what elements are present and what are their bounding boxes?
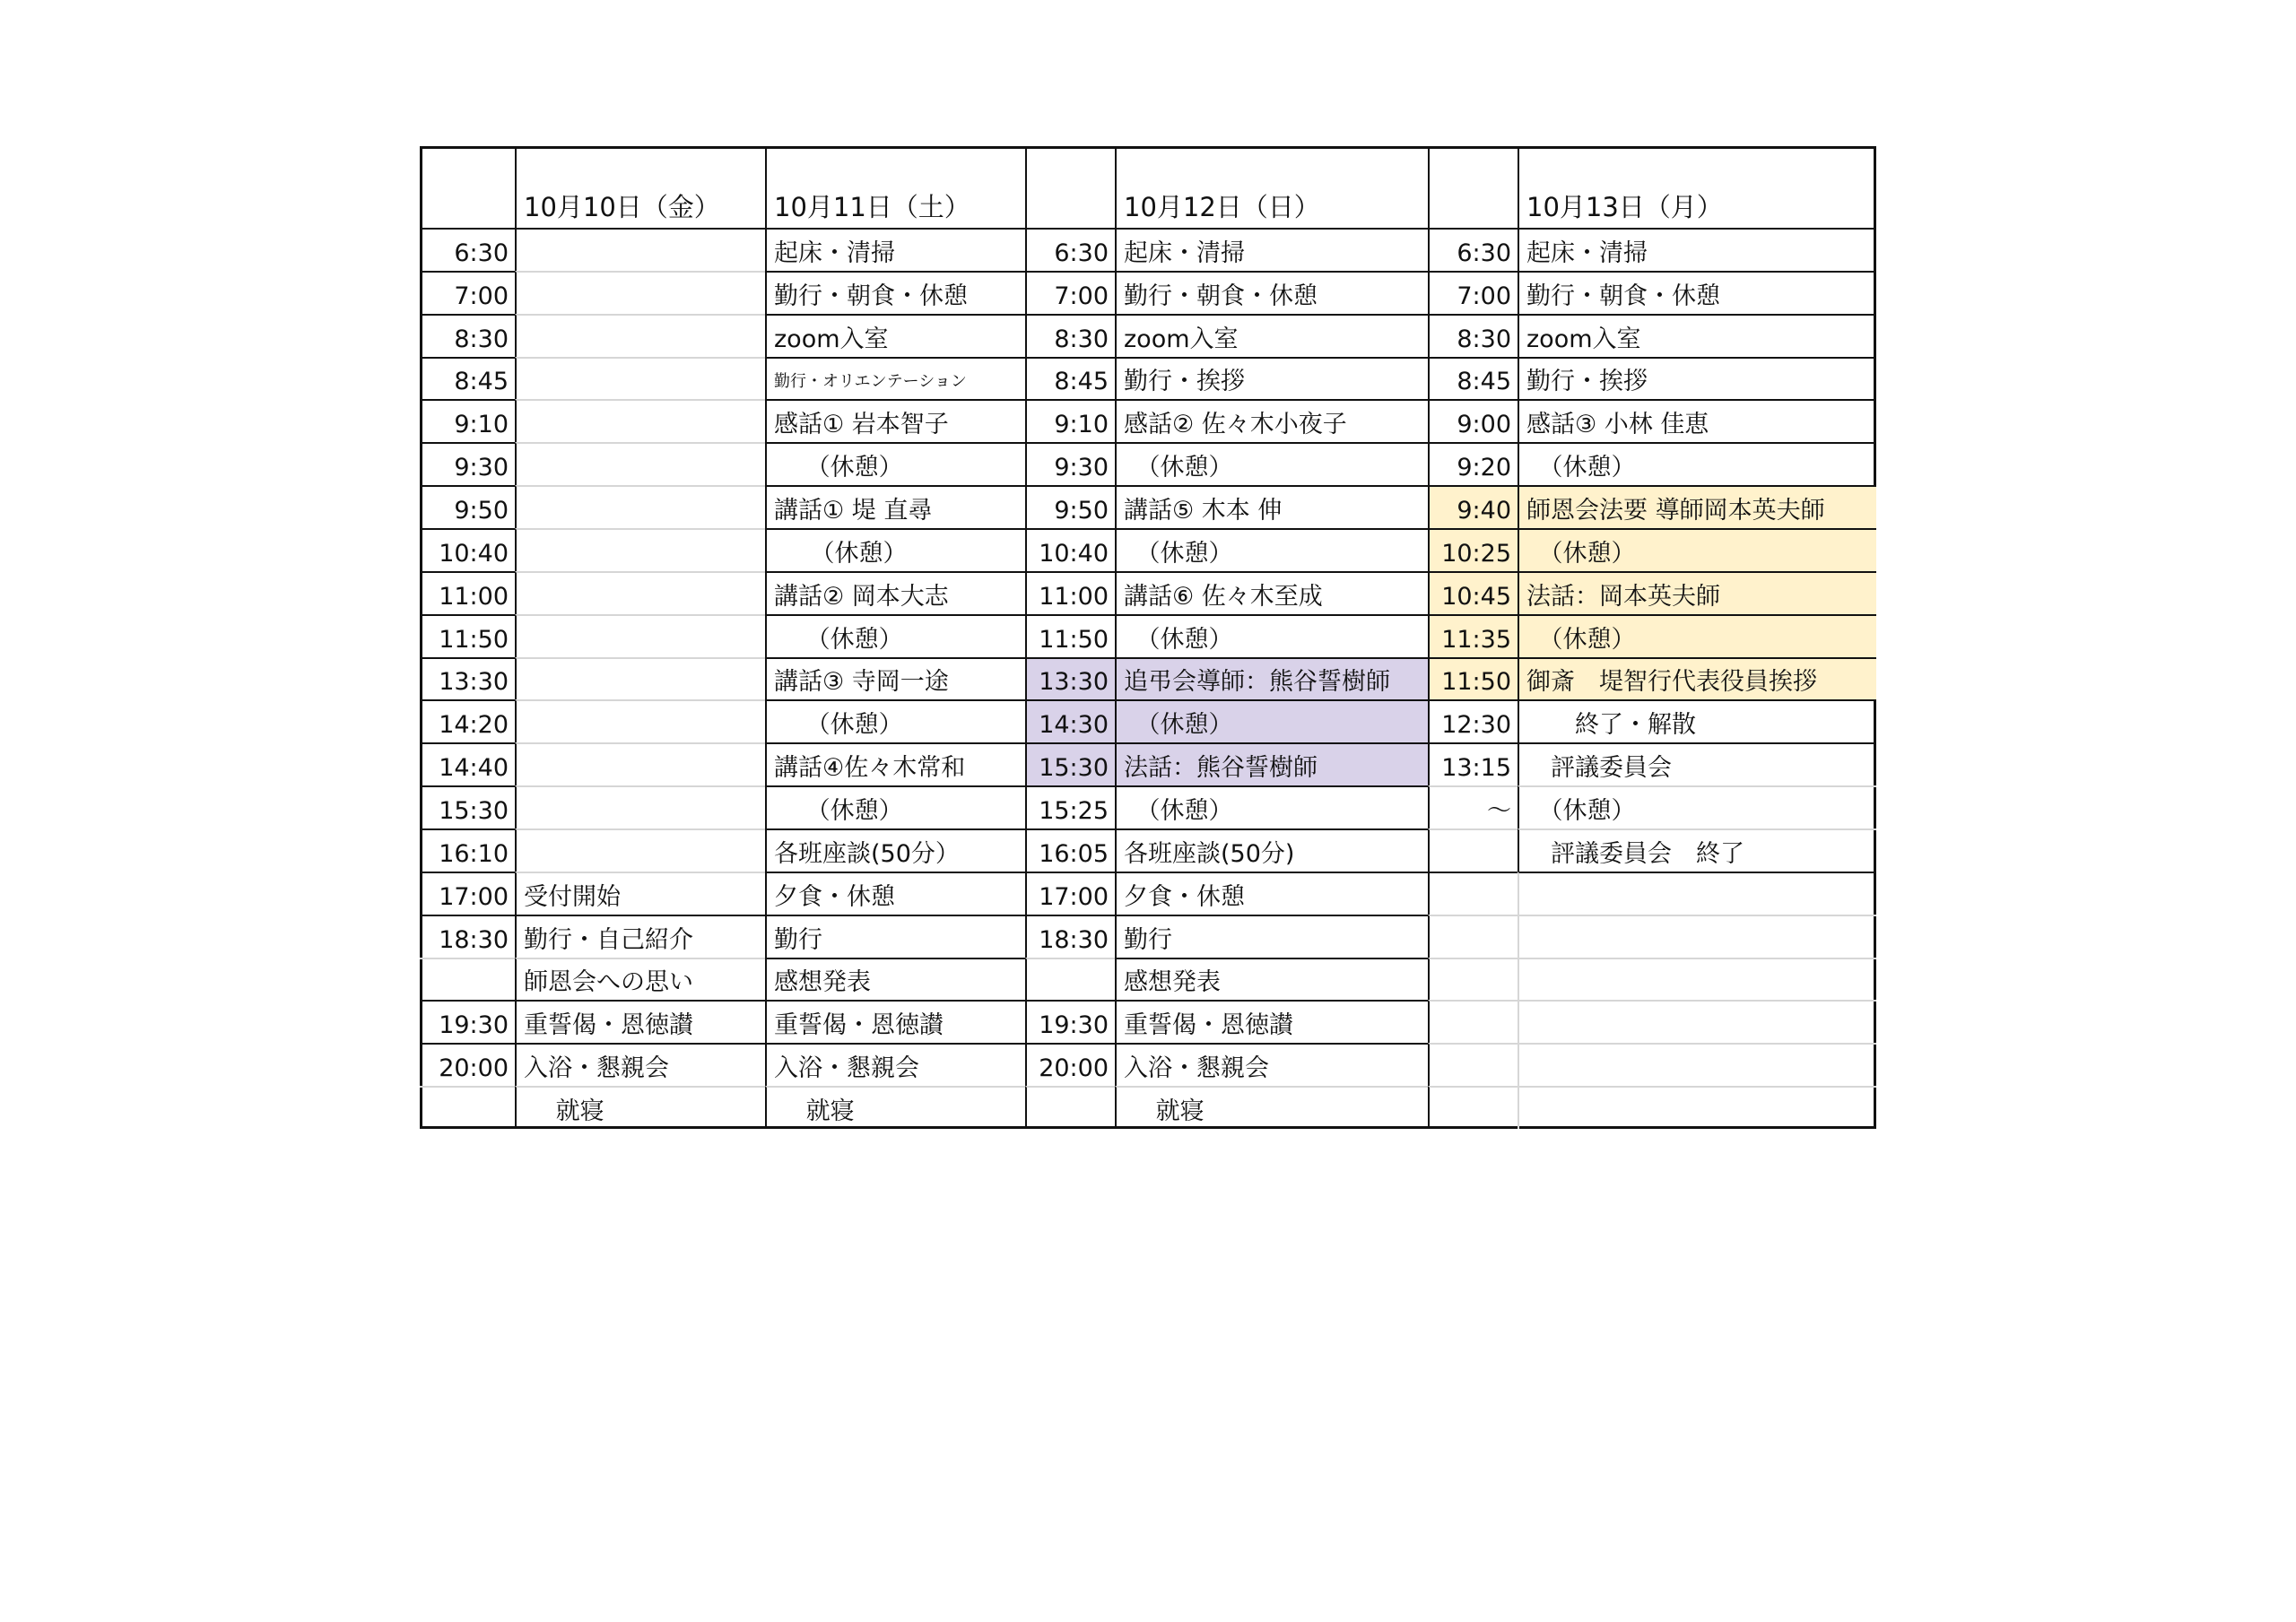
event-cell-fri (515, 699, 765, 742)
event-cell-sat: 就寝 (765, 1086, 1025, 1129)
event-cell-sat: 入浴・懇親会 (765, 1043, 1025, 1086)
event-cell-sat: 感想発表 (765, 958, 1025, 1001)
time-cell (1428, 915, 1518, 958)
time-cell: 9:20 (1428, 442, 1518, 485)
event-cell-fri: 師恩会への思い (515, 958, 765, 1001)
header-time-column (1025, 146, 1115, 228)
time-cell: 16:10 (420, 828, 515, 872)
event-cell-sat: （休憩） (765, 699, 1025, 742)
event-cell-mon: 評議委員会 終了 (1518, 828, 1876, 872)
event-cell-fri (515, 828, 765, 872)
event-cell-sun: 就寝 (1115, 1086, 1428, 1129)
time-cell: 8:45 (1428, 357, 1518, 400)
event-cell-sun: 感話② 佐々木小夜子 (1115, 399, 1428, 442)
time-cell (420, 958, 515, 1001)
event-cell-sun: （休憩） (1115, 699, 1428, 742)
event-cell-fri: 入浴・懇親会 (515, 1043, 765, 1086)
time-cell: 18:30 (1025, 915, 1115, 958)
time-cell (1428, 828, 1518, 872)
time-cell: 14:20 (420, 699, 515, 742)
time-cell: 11:50 (1428, 657, 1518, 700)
header-date-sat: 10月11日（土） (765, 146, 1025, 228)
event-cell-mon: 評議委員会 (1518, 742, 1876, 785)
time-cell: 17:00 (1025, 872, 1115, 915)
event-cell-mon: 法話：岡本英夫師 (1518, 571, 1876, 614)
event-cell-sat: 勤行 (765, 915, 1025, 958)
event-cell-sun: 感想発表 (1115, 958, 1428, 1001)
event-cell-fri: 勤行・自己紹介 (515, 915, 765, 958)
time-cell: 9:10 (1025, 399, 1115, 442)
event-cell-mon: 勤行・朝食・休憩 (1518, 271, 1876, 314)
header-time-column (1428, 146, 1518, 228)
event-cell-sat: 講話④佐々木常和 (765, 742, 1025, 785)
time-cell: 11:35 (1428, 614, 1518, 657)
event-cell-fri (515, 742, 765, 785)
event-cell-sun: 追弔会導師：熊谷誓樹師 (1115, 657, 1428, 700)
event-cell-sun: （休憩） (1115, 528, 1428, 571)
time-cell: 7:00 (420, 271, 515, 314)
time-cell (1428, 1043, 1518, 1086)
time-cell: 9:00 (1428, 399, 1518, 442)
time-cell: 19:30 (420, 1000, 515, 1043)
time-cell: 8:30 (420, 314, 515, 357)
time-cell (1428, 872, 1518, 915)
time-cell: 20:00 (1025, 1043, 1115, 1086)
time-cell: 15:25 (1025, 785, 1115, 828)
time-cell: 8:45 (420, 357, 515, 400)
event-cell-mon: （休憩） (1518, 528, 1876, 571)
time-cell: 10:45 (1428, 571, 1518, 614)
event-cell-sat: 講話① 堤 直尋 (765, 485, 1025, 528)
event-cell-sat: 各班座談(50分） (765, 828, 1025, 872)
time-cell: 14:30 (1025, 699, 1115, 742)
event-cell-sat: （休憩） (765, 528, 1025, 571)
event-cell-sat: 勤行・オリエンテーション (765, 357, 1025, 400)
event-cell-mon: 起床・清掃 (1518, 228, 1876, 271)
event-cell-mon (1518, 1043, 1876, 1086)
time-cell: 6:30 (1025, 228, 1115, 271)
event-cell-fri (515, 442, 765, 485)
event-cell-fri (515, 399, 765, 442)
time-cell: 13:30 (1025, 657, 1115, 700)
time-cell: 18:30 (420, 915, 515, 958)
time-cell (1428, 958, 1518, 1001)
event-cell-mon (1518, 915, 1876, 958)
time-cell: 14:40 (420, 742, 515, 785)
time-cell: 8:30 (1428, 314, 1518, 357)
event-cell-sun: （休憩） (1115, 614, 1428, 657)
event-cell-mon (1518, 1086, 1876, 1129)
event-cell-sun: zoom入室 (1115, 314, 1428, 357)
time-cell (420, 1086, 515, 1129)
event-cell-sun: 勤行・挨拶 (1115, 357, 1428, 400)
time-cell: 9:50 (1025, 485, 1115, 528)
time-cell (1025, 958, 1115, 1001)
time-cell: 10:40 (1025, 528, 1115, 571)
time-cell: 8:45 (1025, 357, 1115, 400)
header-date-fri: 10月10日（金） (515, 146, 765, 228)
event-cell-mon: （休憩） (1518, 442, 1876, 485)
event-cell-sat: 講話③ 寺岡一途 (765, 657, 1025, 700)
event-cell-sun: 講話⑥ 佐々木至成 (1115, 571, 1428, 614)
time-cell: 17:00 (420, 872, 515, 915)
time-cell: 15:30 (420, 785, 515, 828)
time-cell: 13:30 (420, 657, 515, 700)
event-cell-fri (515, 485, 765, 528)
event-cell-mon: （休憩） (1518, 785, 1876, 828)
event-cell-mon: 感話③ 小林 佳恵 (1518, 399, 1876, 442)
event-cell-sat: （休憩） (765, 785, 1025, 828)
event-cell-fri (515, 228, 765, 271)
event-cell-mon (1518, 872, 1876, 915)
event-cell-sat: 起床・清掃 (765, 228, 1025, 271)
event-cell-mon: 師恩会法要 導師岡本英夫師 (1518, 485, 1876, 528)
time-cell: ～ (1428, 785, 1518, 828)
event-cell-mon: 勤行・挨拶 (1518, 357, 1876, 400)
event-cell-sun: （休憩） (1115, 442, 1428, 485)
event-cell-fri (515, 528, 765, 571)
time-cell: 9:50 (420, 485, 515, 528)
time-cell: 10:25 (1428, 528, 1518, 571)
event-cell-fri (515, 657, 765, 700)
event-cell-sun: 勤行・朝食・休憩 (1115, 271, 1428, 314)
event-cell-fri: 受付開始 (515, 872, 765, 915)
event-cell-mon (1518, 1000, 1876, 1043)
event-cell-fri: 就寝 (515, 1086, 765, 1129)
time-cell (1025, 1086, 1115, 1129)
time-cell: 9:30 (1025, 442, 1115, 485)
event-cell-sat: 感話① 岩本智子 (765, 399, 1025, 442)
event-cell-mon: （休憩） (1518, 614, 1876, 657)
event-cell-sun: 入浴・懇親会 (1115, 1043, 1428, 1086)
header-date-mon: 10月13日（月） (1518, 146, 1876, 228)
time-cell (1428, 1000, 1518, 1043)
event-cell-sun: 講話⑤ 木本 伸 (1115, 485, 1428, 528)
event-cell-sat: 講話② 岡本大志 (765, 571, 1025, 614)
event-cell-mon (1518, 958, 1876, 1001)
time-cell: 12:30 (1428, 699, 1518, 742)
time-cell (1428, 1086, 1518, 1129)
event-cell-sun: （休憩） (1115, 785, 1428, 828)
event-cell-sun: 法話：熊谷誓樹師 (1115, 742, 1428, 785)
event-cell-fri (515, 357, 765, 400)
time-cell: 19:30 (1025, 1000, 1115, 1043)
event-cell-sat: 重誓偈・恩徳讃 (765, 1000, 1025, 1043)
time-cell: 7:00 (1025, 271, 1115, 314)
header-date-sun: 10月12日（日） (1115, 146, 1428, 228)
event-cell-sun: 重誓偈・恩徳讃 (1115, 1000, 1428, 1043)
time-cell: 11:00 (420, 571, 515, 614)
event-cell-sat: zoom入室 (765, 314, 1025, 357)
event-cell-sat: 勤行・朝食・休憩 (765, 271, 1025, 314)
event-cell-mon: 御斎 堤智行代表役員挨拶 (1518, 657, 1876, 700)
event-cell-sun: 各班座談(50分) (1115, 828, 1428, 872)
time-cell: 20:00 (420, 1043, 515, 1086)
time-cell: 11:00 (1025, 571, 1115, 614)
header-time-column (420, 146, 515, 228)
event-cell-fri (515, 785, 765, 828)
time-cell: 9:30 (420, 442, 515, 485)
event-cell-mon: zoom入室 (1518, 314, 1876, 357)
time-cell: 6:30 (1428, 228, 1518, 271)
time-cell: 13:15 (1428, 742, 1518, 785)
event-cell-mon: 終了・解散 (1518, 699, 1876, 742)
schedule-table (420, 146, 1876, 1129)
time-cell: 9:40 (1428, 485, 1518, 528)
event-cell-fri (515, 614, 765, 657)
time-cell: 7:00 (1428, 271, 1518, 314)
event-cell-sat: 夕食・休憩 (765, 872, 1025, 915)
event-cell-fri (515, 314, 765, 357)
event-cell-sat: （休憩） (765, 614, 1025, 657)
time-cell: 11:50 (420, 614, 515, 657)
time-cell: 11:50 (1025, 614, 1115, 657)
event-cell-sun: 勤行 (1115, 915, 1428, 958)
event-cell-sat: （休憩） (765, 442, 1025, 485)
event-cell-sun: 夕食・休憩 (1115, 872, 1428, 915)
event-cell-fri (515, 571, 765, 614)
time-cell: 16:05 (1025, 828, 1115, 872)
time-cell: 10:40 (420, 528, 515, 571)
event-cell-fri: 重誓偈・恩徳讃 (515, 1000, 765, 1043)
event-cell-fri (515, 271, 765, 314)
event-cell-sun: 起床・清掃 (1115, 228, 1428, 271)
time-cell: 8:30 (1025, 314, 1115, 357)
time-cell: 9:10 (420, 399, 515, 442)
time-cell: 6:30 (420, 228, 515, 271)
time-cell: 15:30 (1025, 742, 1115, 785)
